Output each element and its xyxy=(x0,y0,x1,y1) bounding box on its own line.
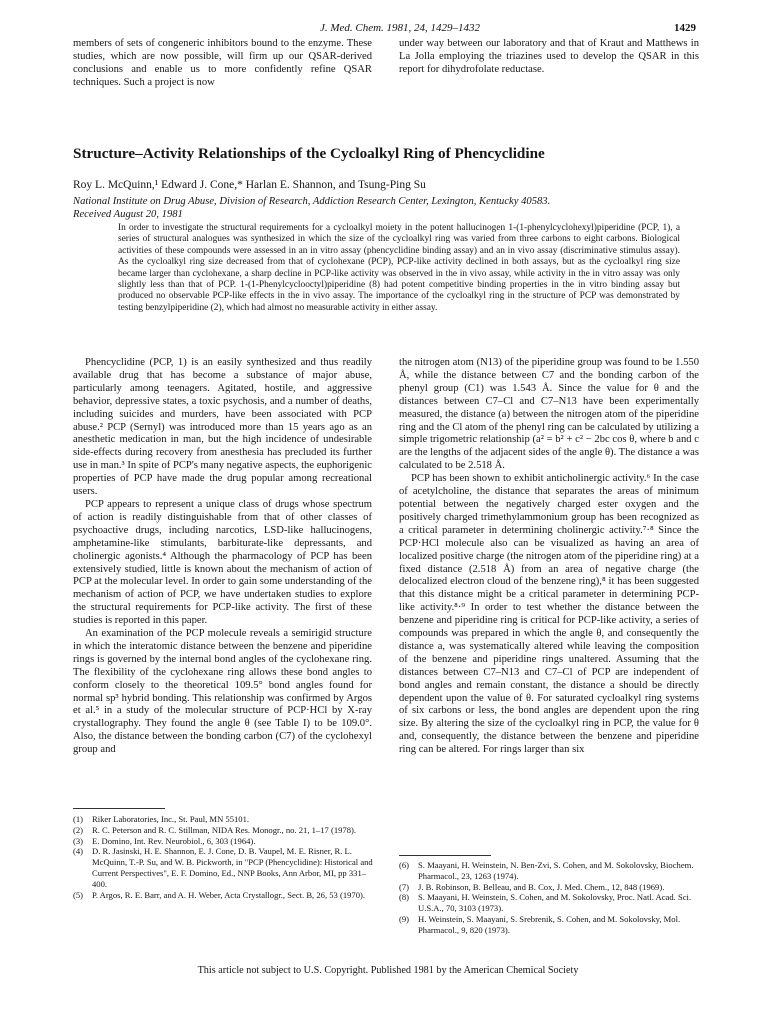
author-list: Roy L. McQuinn,¹ Edward J. Cone,* Harlan E. Shannon, and Tsung-Ping Su xyxy=(73,179,426,191)
abstract: In order to investigate the structural requirements for a cycloalkyl moiety in the potent hallucinogen 1-(1-phenylcyclohexyl)piperidine (PCP, 1), a series of structural analogues was synthesized in which the size of the cycloalkyl ring was varied from three carbons to eight carbons. Biological activities of these compounds were assessed in an in vitro assay (phencyclidine binding assay) and an in vivo assay (discriminative stimulus assay). As the cycloalkyl ring size decreased from that of cyclohexane (PCP), PCP-like activity declined in both assays, but as the cycloalkyl ring size became larger than cyclohexane, a sharp decline in PCP-like activity was observed in the in vivo assay, while activity in the in vitro assay was only slightly less than that of PCP. 1-(1-Phenylcyclooctyl)piperidine (8) had potent competitive binding properties in the in vitro binding assay but produced no observable PCP-like effects in the in vivo assay. The importance of the cycloalkyl ring in the structure of PCP was demonstrated by testing benzylpiperidine (2), which had almost no measurable activity in either assay. xyxy=(118,223,680,313)
reference-item: (2) R. C. Peterson and R. C. Stillman, NIDA Res. Monogr., no. 21, 1–17 (1978). xyxy=(73,824,357,835)
article-title: Structure–Activity Relationships of the Cycloalkyl Ring of Phencyclidine xyxy=(73,145,545,162)
copyright-footer: This article not subject to U.S. Copyright. Published 1981 by the American Chemical Society xyxy=(197,965,579,976)
reference-item: (8) S. Maayani, H. Weinstein, S. Cohen, and M. Sokolovsky, Proc. Natl. Acad. Sci. U.S.A., 70, 3103 (1973). xyxy=(399,892,692,914)
body-paragraph: Phencyclidine (PCP, 1) is an easily synthesized and thus readily available drug that has become a substance of major abuse, particularly among teenagers. Agitated, hostile, and aggressive behavior, depressive states, a toxic psychosis, and a number of deaths, including suicides and murders, have been associated with PCP abuse.² PCP (Sernyl) was introduced more than 15 years ago as an anesthetic medication in man, but the high incidence of undesirable side-effects during recovery from anesthesia has precluded its further use in man.³ In spite of PCP's many negative aspects, the euphorigenic properties of PCP have made the drug popular among recreational users. xyxy=(73,357,372,498)
body-paragraph: the nitrogen atom (N13) of the piperidine group was found to be 1.550 Å, while the distance between C7 and the bonding carbon of the phenyl group (C1) was 1.543 Å. Since the value for θ and the distances between C7–Cl and C7–N13 have been experimentally measured, the distance (a) between the nitrogen atom of the piperidine ring and the Cl atom of the phenyl ring can be calculated by utilizing a simple trigometric relationship (a² = b² + c² − 2bc cos θ, where b and c are the lengths of the adjacent sides of the angle θ). The distance a was calculated to be 2.518 Å. xyxy=(399,357,699,472)
received-date: Received August 20, 1981 xyxy=(73,209,183,220)
affiliation-block xyxy=(73,195,703,221)
references-right xyxy=(399,860,699,936)
body-paragraph: An examination of the PCP molecule reveals a semirigid structure in which the interatomic distance between the benzene and piperidine rings is governed by the internal bond angles of the cyclohexane ring. The flexibility of the cyclohexane ring allows these bond angles to conform closely to the theoretical 109.5° bond angles found for normal sp³ hybrid bonding. This relationship was confirmed by Argos et al.⁵ in a study of the molecular structure of PCP·HCl by X-ray crystallography. They found the angle θ (see Table I) to be 109.0°. Also, the distance between the bonding carbon (C7) of the cyclohexyl group and xyxy=(73,628,372,756)
reference-item: (4) D. R. Jasinski, H. E. Shannon, E. J. Cone, D. B. Vaupel, M. E. Risner, R. L. McQuinn, T.-P. Su, and W. B. Pickworth, in "PCP (Phencyclidine): Historical and Current Perspectives", E. F. Domino, Ed., NNP Books, Ann Arbor, MI, pp 331–400. xyxy=(73,846,373,889)
prev-article-right-paragraph: under way between our laboratory and that of Kraut and Matthews in La Jolla employing the triazines used to develop the QSAR in this report for dihydrofolate reductase. xyxy=(399,38,699,75)
body-column-left xyxy=(73,357,372,757)
prev-article-left-paragraph: members of sets of congeneric inhibitors bound to the enzyme. These studies, which are now possible, will firm up our QSAR-derived conclusions and enable us to more confidently refine QSAR techniques. Such a project is now xyxy=(73,38,372,88)
reference-item: (1) Riker Laboratories, Inc., St. Paul, MN 55101. xyxy=(73,814,250,824)
footnote-rule-left xyxy=(73,808,165,809)
reference-item: (6) S. Maayani, H. Weinstein, N. Ben-Zvi, S. Cohen, and M. Sokolovsky, Biochem. Pharmacol., 23, 1263 (1974). xyxy=(399,860,694,881)
affiliation: National Institute on Drug Abuse, Division of Research, Addiction Research Center, Lexington, Kentucky 40583. xyxy=(73,196,551,207)
reference-item: (5) P. Argos, R. E. Barr, and A. H. Weber, Acta Crystallogr., Sect. B, 26, 53 (1970). xyxy=(73,889,366,900)
references-left xyxy=(73,814,373,900)
page-number: 1429 xyxy=(674,22,696,34)
reference-item: (9) H. Weinstein, S. Maayani, S. Srebrenik, S. Cohen, and M. Sokolovsky, Mol. Pharmacol., 9, 820 (1973). xyxy=(399,913,681,935)
body-paragraph: PCP appears to represent a unique class of drugs whose spectrum of action is readily distinguishable from that of other classes of psychoactive drugs, including narcotics, LSD-like hallucinogens, amphetamine-like stimulants, barbiturate-like depressants, and cholinergic agonists.⁴ Although the pharmacology of PCP has been extensively studied, little is known about the mechanism of action of PCP at the molecular level. In order to gain some understanding of the mechanism of action of PCP, we have undertaken studies to explore the structural requirements for PCP-like activity. The first of these studies is reported in this paper. xyxy=(73,498,372,627)
body-paragraph: PCP has been shown to exhibit anticholinergic activity.⁶ In the case of acetylcholine, the distance that separates the areas of minimum potential between the negatively charged ester oxygen and the positively charged trimethylammonium group has been recognized as a critical parameter in determining cholinergic activity.⁷·⁸ Since the PCP·HCl molecule also can be visualized as having an area of localized positive charge (the nitrogen atom of the piperidine ring) at a fixed distance (2.518 Å) from an area of negative charge (the delocalized electron cloud of the benzene ring),⁸ it has been suggested that this distance might be a critical parameter in determining PCP-like activity.⁸·⁹ In order to test whether the distance between the benzene and piperidine ring is critical for PCP-like activity, a series of compounds was prepared in which the angle θ, and consequently the distance a, was systematically altered while leaving the composition of the benzene and piperidine rings unaltered. Assuming that the distances between C7–N13 and C7–Cl of PCP are independent of bond angles and remain constant, the distance a should be directly dependent upon the value of θ. For saturated cycloalkyl ring systems of six carbons or less, the bond angles are dependent upon the ring size. By altering the size of the cycloalkyl ring in PCP, the value for θ and, consequently, the distance between the benzene and piperidine ring can be altered. For rings larger than six xyxy=(399,473,699,756)
journal-header: J. Med. Chem. 1981, 24, 1429–1432 xyxy=(319,22,481,34)
prev-article-right xyxy=(399,38,699,77)
reference-item: (7) J. B. Robinson, B. Belleau, and B. Cox, J. Med. Chem., 12, 848 (1969). xyxy=(399,881,665,892)
prev-article-left xyxy=(73,38,372,90)
body-column-right xyxy=(399,357,699,757)
reference-item: (3) E. Domino, Int. Rev. Neurobiol., 6, 303 (1964). xyxy=(73,835,256,846)
footnote-rule-right xyxy=(399,855,491,856)
